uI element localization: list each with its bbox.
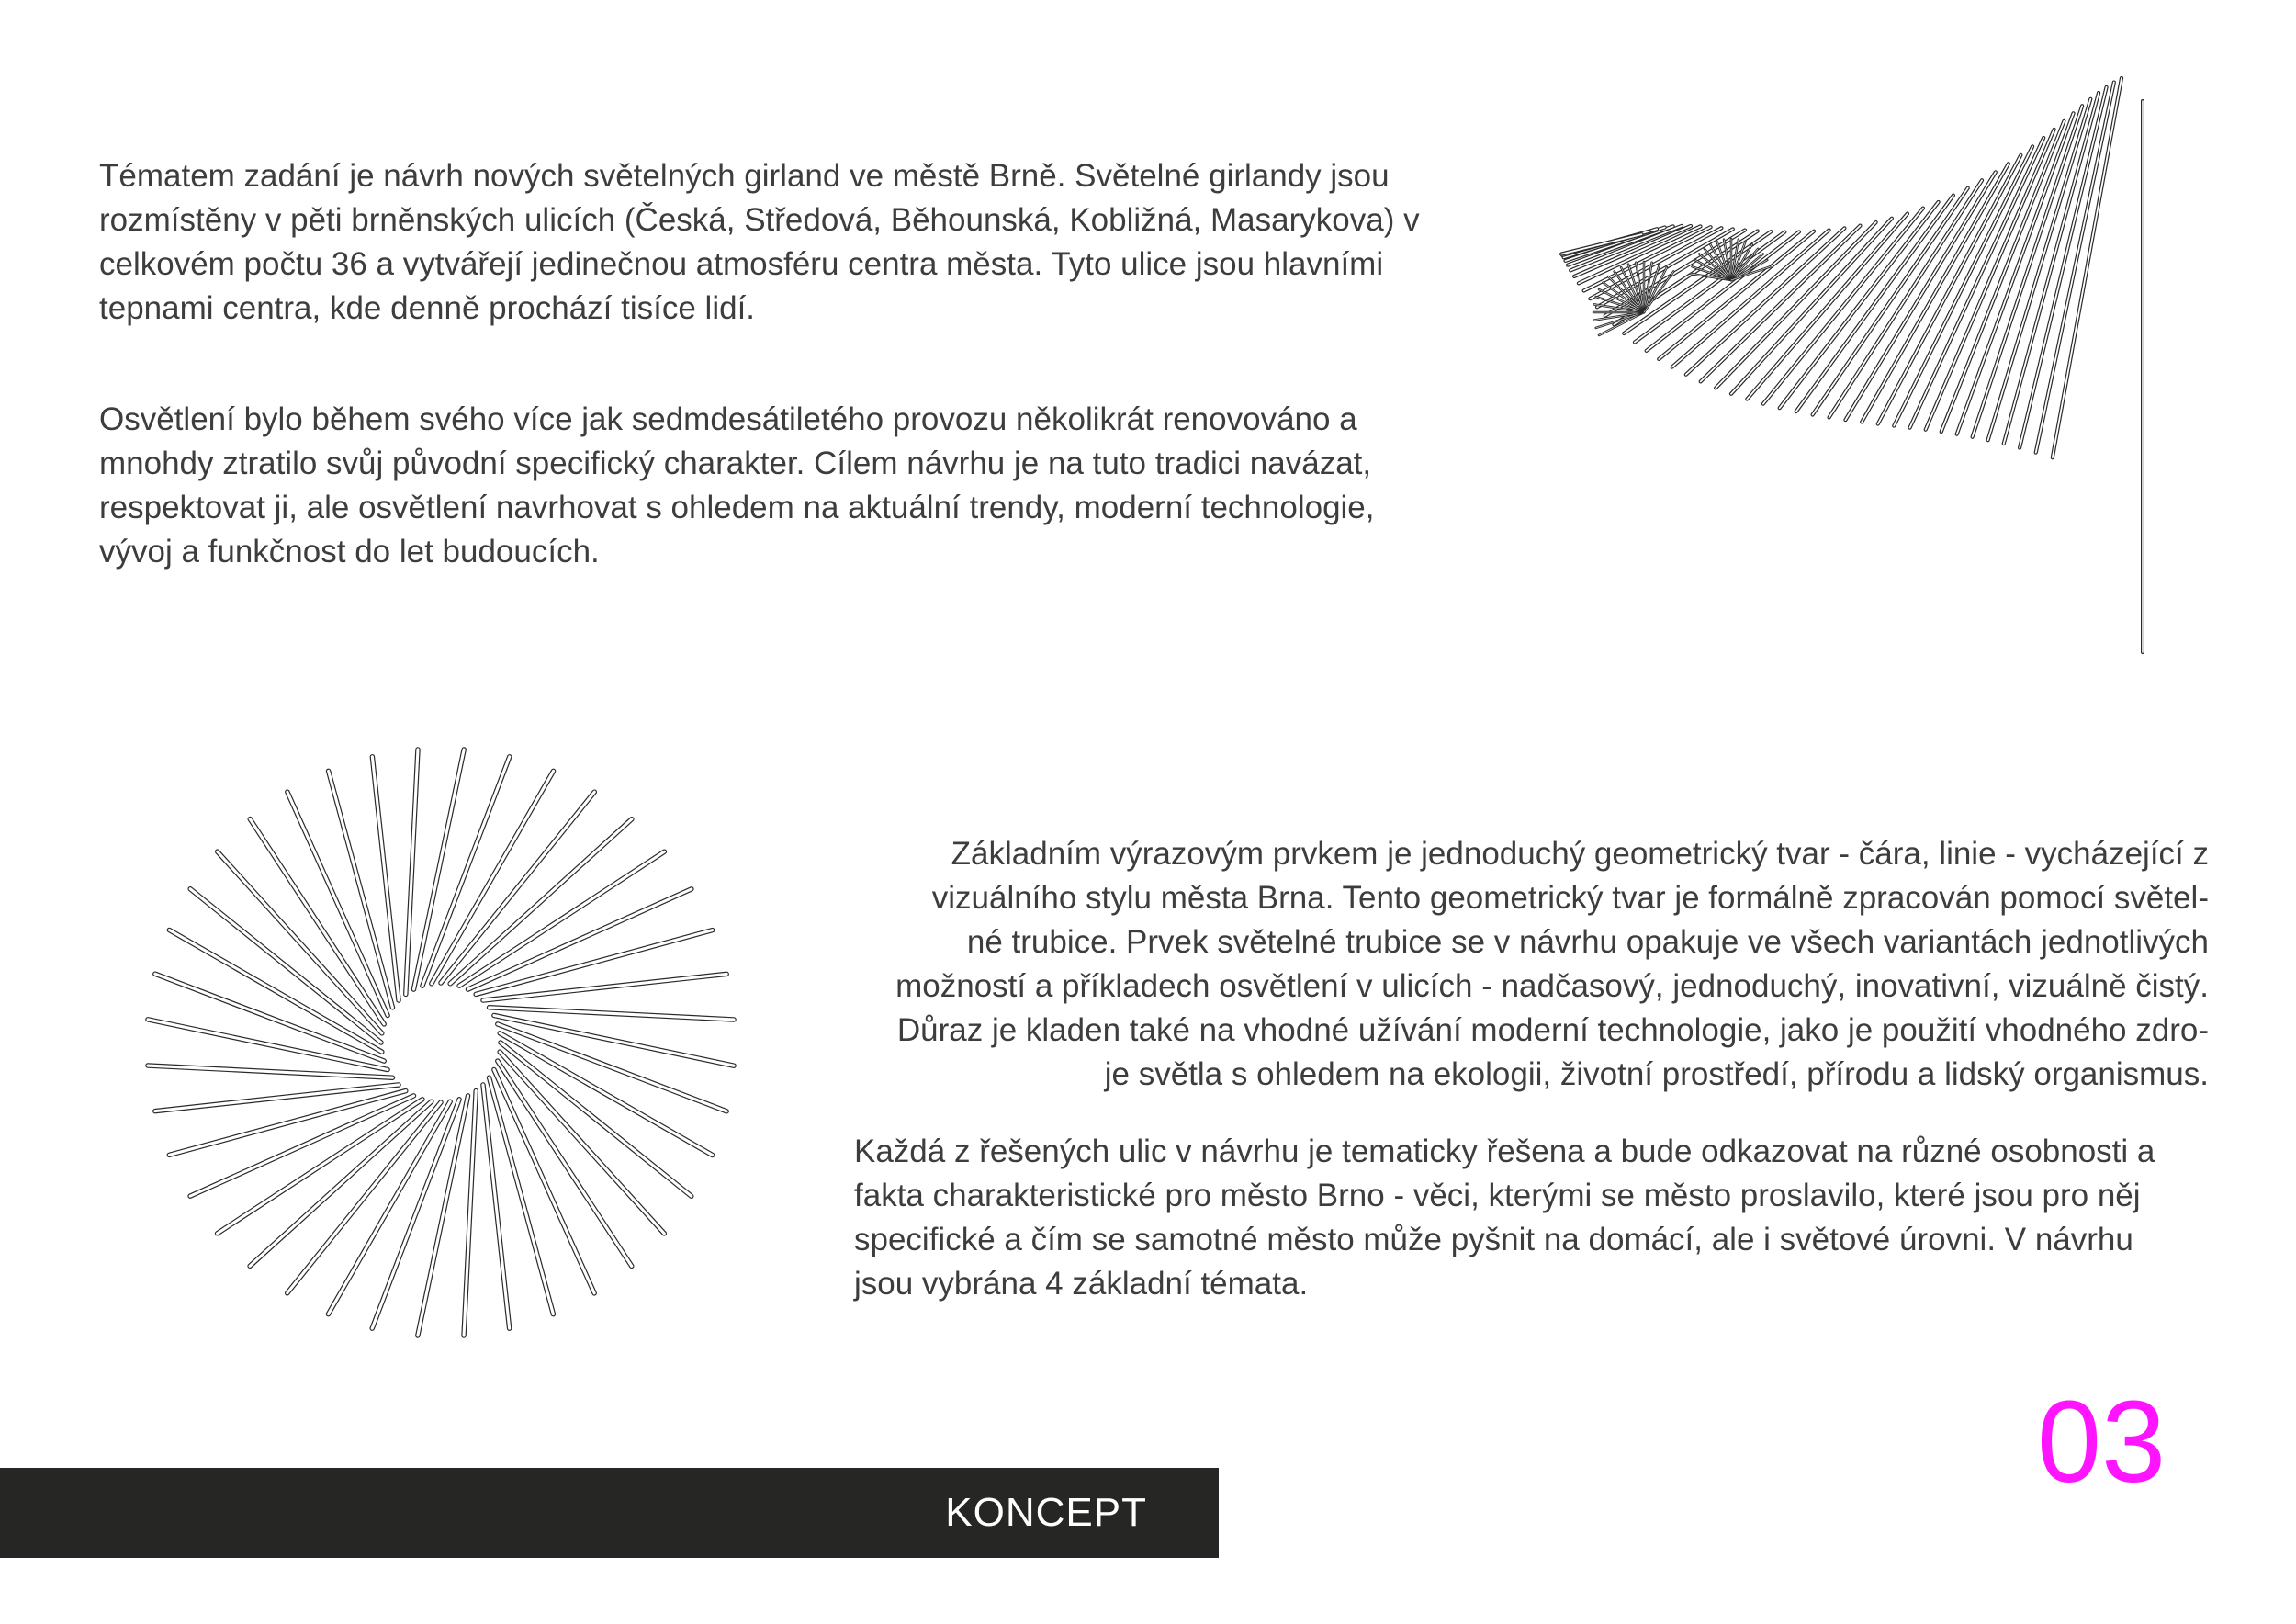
text-line: tepnami centra, kde denně prochází tisíce lidí. xyxy=(99,290,756,326)
text-line: Tématem zadání je návrh nových světelných girland ve městě Brně. Světelné girlandy jsou xyxy=(99,158,1390,194)
light-tube-fill xyxy=(464,1091,476,1336)
history-paragraph xyxy=(99,398,1440,574)
light-tube-fill xyxy=(148,1020,388,1070)
light-tube-fill xyxy=(190,889,381,1043)
light-tube-fill xyxy=(418,1096,468,1336)
text-line: vizuálního stylu města Brna. Tento geometrický tvar je formálně zpracován pomocí světel- xyxy=(931,880,2209,916)
text-line: možností a příkladech osvětlení v ulicích - nadčasový, jednoduchý, inovativní, vizuálně čistý. xyxy=(895,968,2209,1004)
section-footer-bar xyxy=(0,1468,1219,1558)
light-tube-fill xyxy=(155,1085,399,1111)
spiral-garland-illustration xyxy=(1543,87,2167,675)
themes-paragraph xyxy=(854,1130,2195,1306)
light-tube-fill xyxy=(372,757,399,1000)
page-number: 03 xyxy=(2037,1377,2167,1506)
text-line: Osvětlení bylo během svého více jak sedmdesátiletého provozu několikrát renovováno a xyxy=(99,401,1357,437)
light-tube-fill xyxy=(287,1102,441,1293)
text-line: je světla s ohledem na ekologii, životní prostředí, přírodu a lidský organismus. xyxy=(1104,1056,2209,1092)
light-tube-fill xyxy=(483,1085,510,1328)
light-tube-fill xyxy=(501,1043,692,1196)
light-tube-fill xyxy=(490,1008,734,1020)
text-line: mnohdy ztratilo svůj původní specifický charakter. Cílem návrhu je na tuto tradici navázat, xyxy=(99,445,1372,481)
light-tube-fill xyxy=(406,750,418,994)
light-tube-fill xyxy=(413,750,464,989)
light-tube-fill xyxy=(441,792,594,983)
text-line: Každá z řešených ulic v návrhu je tematicky řešena a bude odkazovat na různé osobnosti a xyxy=(854,1133,2155,1169)
text-line: né trubice. Prvek světelné trubice se v návrhu opakuje ve všech variantách jednotlivých xyxy=(966,924,2209,960)
text-line: specifické a čím se samotné město může pyšnit na domácí, ale i světové úrovni. V návrhu xyxy=(854,1222,2133,1257)
text-line: fakta charakteristické pro město Brno - věci, kterými se město proslavilo, které jsou pro něj xyxy=(854,1178,2141,1213)
radial-garland-illustration xyxy=(165,735,790,1415)
light-tube-fill xyxy=(148,1066,392,1077)
light-tube-fill xyxy=(329,771,393,1007)
light-tube-fill xyxy=(1957,113,2074,434)
light-tube-fill xyxy=(169,1091,405,1156)
light-tube-fill xyxy=(490,1077,554,1314)
section-title: KONCEPT xyxy=(945,1490,1147,1535)
text-line: vývoj a funkčnost do let budoucích. xyxy=(99,534,600,570)
light-tube-fill xyxy=(476,930,712,995)
text-line: jsou vybrána 4 základní témata. xyxy=(854,1266,1309,1302)
text-line: rozmístěny v pěti brněnských ulicích (Česká, Středová, Běhounská, Kobližná, Masarykova) v xyxy=(99,202,1420,238)
text-line: Základním výrazovým prvkem je jednoduchý geometrický tvar - čára, linie - vycházející z xyxy=(951,836,2209,872)
light-tube-fill xyxy=(2036,83,2114,453)
light-tube-fill xyxy=(494,1015,734,1066)
intro-paragraph xyxy=(99,154,1440,331)
concept-paragraph xyxy=(827,832,2209,1097)
light-tube-fill xyxy=(483,974,726,1000)
text-line: Důraz je kladen také na vhodné užívání moderní technologie, jako je použití vhodného zdro- xyxy=(896,1012,2209,1048)
text-line: celkovém počtu 36 a vytvářejí jedinečnou atmosféru centra města. Tyto ulice jsou hlavními xyxy=(99,246,1384,282)
text-line: respektovat ji, ale osvětlení navrhovat s ohledem na aktuální trendy, moderní technologie, xyxy=(99,490,1375,525)
